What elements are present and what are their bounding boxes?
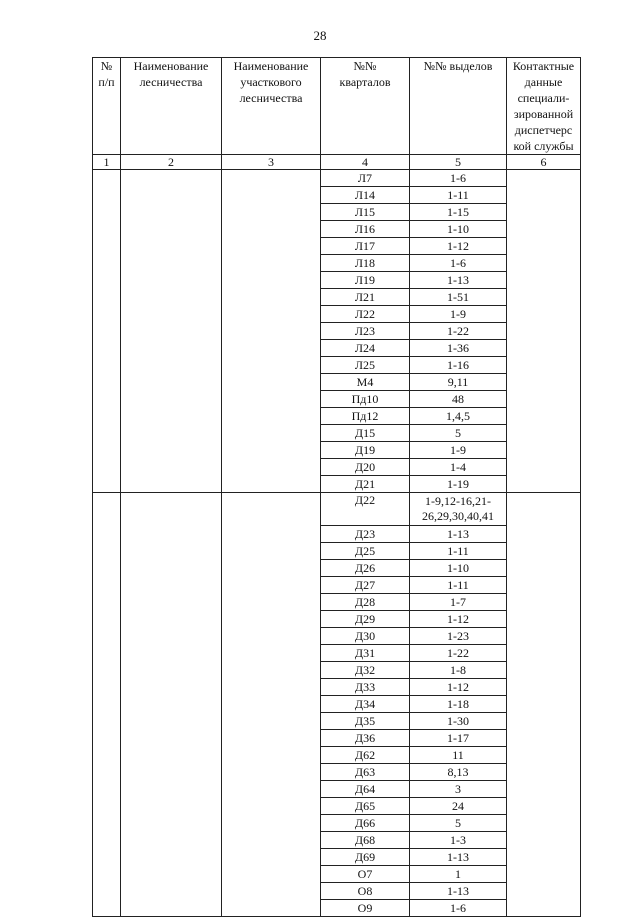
header-text: кварталов — [339, 75, 391, 89]
header-text: лесничества — [139, 75, 203, 89]
header-contacts — [507, 58, 581, 155]
vydel-cell: 3 — [410, 781, 507, 798]
vydel-cell: 1-10 — [410, 560, 507, 577]
header-text: специали- — [517, 91, 570, 105]
kvartal-cell: Л15 — [321, 204, 410, 221]
kvartal-cell: О8 — [321, 883, 410, 900]
kvartal-cell: Д26 — [321, 560, 410, 577]
kvartal-cell: Д25 — [321, 543, 410, 560]
vydel-cell: 1-8 — [410, 662, 507, 679]
kvartal-cell: Л22 — [321, 306, 410, 323]
kvartal-cell: Д22 — [321, 493, 410, 526]
vydel-cell: 1-6 — [410, 255, 507, 272]
vydel-cell: 1-30 — [410, 713, 507, 730]
kvartal-cell: Д35 — [321, 713, 410, 730]
vydel-cell: 1-13 — [410, 526, 507, 543]
vydel-cell: 1-7 — [410, 594, 507, 611]
kvartal-cell: Д33 — [321, 679, 410, 696]
header-text: п/п — [98, 75, 115, 89]
kvartal-cell: Л14 — [321, 187, 410, 204]
vydel-cell: 1-13 — [410, 272, 507, 289]
vydel-cell: 1-6 — [410, 170, 507, 187]
kvartal-cell: Л23 — [321, 323, 410, 340]
header-text: диспетчерс — [514, 123, 573, 137]
vydel-cell: 5 — [410, 425, 507, 442]
header-text: № — [100, 59, 113, 73]
vydel-cell: 11 — [410, 747, 507, 764]
header-text: лесничества — [239, 91, 303, 105]
vydel-cell: 1-11 — [410, 577, 507, 594]
district-forestry-cell — [222, 493, 321, 917]
kvartal-cell: Д69 — [321, 849, 410, 866]
table-row — [93, 493, 581, 526]
vydel-cell: 1-10 — [410, 221, 507, 238]
header-row — [93, 58, 581, 155]
kvartal-cell: О9 — [321, 900, 410, 917]
vydel-cell — [410, 493, 507, 526]
vydel-cell: 1,4,5 — [410, 408, 507, 425]
kvartal-cell: Д68 — [321, 832, 410, 849]
vydel-cell: 8,13 — [410, 764, 507, 781]
kvartal-cell: Пд12 — [321, 408, 410, 425]
header-text: Наименование — [233, 59, 309, 73]
vydel-cell: 1 — [410, 866, 507, 883]
vydel-cell: 1-9 — [410, 442, 507, 459]
forestry-name-cell — [121, 493, 222, 917]
vydel-cell: 1-22 — [410, 645, 507, 662]
kvartal-cell: Л25 — [321, 357, 410, 374]
header-text: №№ — [353, 59, 377, 73]
kvartal-cell: Л18 — [321, 255, 410, 272]
page-number: 28 — [313, 28, 327, 43]
kvartal-cell: Д20 — [321, 459, 410, 476]
header-number — [93, 58, 121, 155]
table-body — [93, 170, 581, 917]
vydel-cell: 1-17 — [410, 730, 507, 747]
column-number: 1 — [93, 155, 121, 170]
kvartal-cell: Д19 — [321, 442, 410, 459]
kvartal-cell: Д23 — [321, 526, 410, 543]
vydel-cell: 1-13 — [410, 883, 507, 900]
header-district-forestry — [222, 58, 321, 155]
vydel-cell: 1-19 — [410, 476, 507, 493]
table-row — [93, 170, 581, 187]
kvartal-cell: Д36 — [321, 730, 410, 747]
column-number-row — [93, 155, 581, 170]
vydel-cell: 1-22 — [410, 323, 507, 340]
kvartal-cell: Д65 — [321, 798, 410, 815]
kvartal-cell: Л16 — [321, 221, 410, 238]
header-text: №№ выделов — [423, 59, 493, 73]
header-text: Контактные — [512, 59, 575, 73]
vydel-cell: 1-11 — [410, 543, 507, 560]
kvartal-cell: Д63 — [321, 764, 410, 781]
number-cell — [93, 170, 121, 493]
contacts-cell — [507, 493, 581, 917]
kvartal-cell: Д28 — [321, 594, 410, 611]
header-text: Наименование — [133, 59, 209, 73]
vydel-cell: 1-15 — [410, 204, 507, 221]
vydel-cell: 5 — [410, 815, 507, 832]
vydel-cell: 1-51 — [410, 289, 507, 306]
vydel-cell: 1-6 — [410, 900, 507, 917]
vydel-cell: 1-13 — [410, 849, 507, 866]
vydel-cell: 1-9 — [410, 306, 507, 323]
column-number: 2 — [121, 155, 222, 170]
column-number: 5 — [410, 155, 507, 170]
column-number: 4 — [321, 155, 410, 170]
header-text: кой службы — [513, 139, 574, 153]
vydel-cell: 1-11 — [410, 187, 507, 204]
kvartal-cell: Д15 — [321, 425, 410, 442]
kvartal-cell: Д62 — [321, 747, 410, 764]
kvartal-cell: Д32 — [321, 662, 410, 679]
vydel-line: 1-9,12-16,21- — [425, 494, 491, 508]
district-forestry-cell — [222, 170, 321, 493]
kvartal-cell: Д30 — [321, 628, 410, 645]
vydel-cell: 1-36 — [410, 340, 507, 357]
kvartal-cell: Д29 — [321, 611, 410, 628]
forestry-name-cell — [121, 170, 222, 493]
vydel-cell: 1-12 — [410, 611, 507, 628]
kvartal-cell: Л19 — [321, 272, 410, 289]
vydel-cell: 9,11 — [410, 374, 507, 391]
kvartal-cell: Пд10 — [321, 391, 410, 408]
header-vydels — [410, 58, 507, 155]
kvartal-cell: Д31 — [321, 645, 410, 662]
kvartal-cell: Д64 — [321, 781, 410, 798]
number-cell — [93, 493, 121, 917]
vydel-line: 26,29,30,40,41 — [422, 509, 494, 523]
header-text: зированной — [513, 107, 574, 121]
header-kvartals — [321, 58, 410, 155]
kvartal-cell: Д66 — [321, 815, 410, 832]
column-number: 3 — [222, 155, 321, 170]
kvartal-cell: Д34 — [321, 696, 410, 713]
contacts-cell — [507, 170, 581, 493]
forestry-table — [92, 57, 581, 917]
kvartal-cell: Л7 — [321, 170, 410, 187]
kvartal-cell: М4 — [321, 374, 410, 391]
header-text: участкового — [240, 75, 302, 89]
kvartal-cell: Д27 — [321, 577, 410, 594]
column-number: 6 — [507, 155, 581, 170]
kvartal-cell: Л17 — [321, 238, 410, 255]
vydel-cell: 1-4 — [410, 459, 507, 476]
vydel-cell: 1-18 — [410, 696, 507, 713]
vydel-cell: 1-12 — [410, 238, 507, 255]
vydel-cell: 1-16 — [410, 357, 507, 374]
header-text: данные — [524, 75, 563, 89]
vydel-cell: 1-3 — [410, 832, 507, 849]
kvartal-cell: Л24 — [321, 340, 410, 357]
header-forestry — [121, 58, 222, 155]
kvartal-cell: Д21 — [321, 476, 410, 493]
kvartal-cell: О7 — [321, 866, 410, 883]
vydel-cell: 1-23 — [410, 628, 507, 645]
vydel-cell: 48 — [410, 391, 507, 408]
vydel-cell: 1-12 — [410, 679, 507, 696]
vydel-cell: 24 — [410, 798, 507, 815]
kvartal-cell: Л21 — [321, 289, 410, 306]
